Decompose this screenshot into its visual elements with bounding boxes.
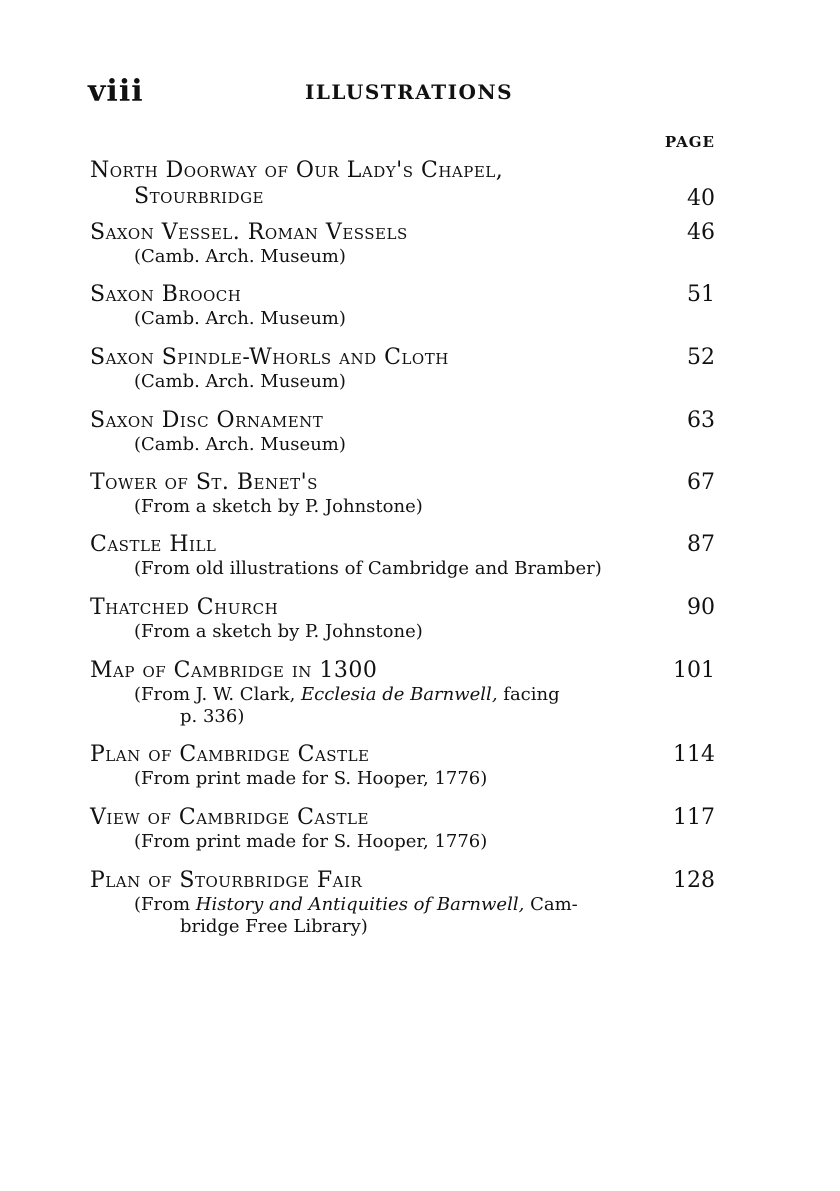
- list-item: [90, 158, 715, 220]
- entry-source: [90, 894, 634, 938]
- entry-page: 46: [687, 220, 715, 245]
- entry-page: 117: [673, 805, 715, 830]
- entry-page: 90: [687, 595, 715, 620]
- entry-source: (From a sketch by P. Johnstone): [134, 496, 423, 517]
- list-item: [90, 282, 715, 345]
- entry-source: (From print made for S. Hooper, 1776): [134, 768, 488, 789]
- entry-title: Castle Hill: [90, 532, 217, 557]
- entry-page: 128: [673, 868, 715, 893]
- list-item: [90, 220, 715, 282]
- entry-source-text: Cam-: [530, 894, 578, 915]
- list-item: [90, 742, 715, 805]
- page-number: viii: [88, 74, 144, 109]
- entry-source: (From a sketch by P. Johnstone): [134, 621, 423, 642]
- entry-source: [90, 684, 634, 728]
- running-head: ILLUSTRATIONS: [305, 80, 514, 104]
- entry-source: (From print made for S. Hooper, 1776): [134, 831, 488, 852]
- list-item: [90, 805, 715, 868]
- page-column-label: PAGE: [664, 133, 715, 151]
- entry-source: (From old illustrations of Cambridge and Bramber): [134, 558, 602, 579]
- entry-title: Saxon Vessel. Roman Vessels: [90, 220, 408, 245]
- entry-source-work-title: History and Antiquities of Barnwell,: [195, 894, 525, 915]
- entry-source: (Camb. Arch. Museum): [134, 371, 346, 392]
- entry-title: View of Cambridge Castle: [90, 805, 369, 830]
- list-item: [90, 408, 715, 470]
- entry-source: (Camb. Arch. Museum): [134, 434, 346, 455]
- entry-title: North Doorway of Our Lady's Chapel,: [90, 158, 504, 183]
- entry-title: Tower of St. Benet's: [90, 470, 318, 495]
- entry-source-text: (From J. W. Clark,: [134, 684, 296, 705]
- list-item: [90, 345, 715, 408]
- illustrations-list: [90, 158, 715, 952]
- entry-page: 63: [687, 408, 715, 433]
- entry-source-text: facing: [503, 684, 560, 705]
- entry-page: 87: [687, 532, 715, 557]
- entry-title: Thatched Church: [90, 595, 279, 620]
- entry-title: Map of Cambridge in 1300: [90, 658, 378, 683]
- list-item: [90, 470, 715, 532]
- entry-title-continuation: Stourbridge: [134, 184, 265, 209]
- entry-title: Saxon Brooch: [90, 282, 242, 307]
- entry-source: (Camb. Arch. Museum): [134, 246, 346, 267]
- entry-page: 114: [673, 742, 715, 767]
- list-item: [90, 658, 715, 742]
- entry-page: 67: [687, 470, 715, 495]
- entry-source-work-title: Ecclesia de Barnwell,: [301, 684, 498, 705]
- entry-page: 40: [687, 186, 715, 211]
- list-item: [90, 595, 715, 658]
- entry-source-continuation: bridge Free Library): [180, 916, 368, 937]
- list-item: [90, 868, 715, 952]
- entry-title: Saxon Spindle-Whorls and Cloth: [90, 345, 449, 370]
- entry-title: Plan of Cambridge Castle: [90, 742, 370, 767]
- entry-source-continuation: p. 336): [180, 706, 245, 727]
- entry-page: 101: [673, 658, 715, 683]
- entry-source: (Camb. Arch. Museum): [134, 308, 346, 329]
- list-item: [90, 532, 715, 595]
- entry-title: Plan of Stourbridge Fair: [90, 868, 363, 893]
- entry-page: 52: [687, 345, 715, 370]
- entry-source-text: (From: [134, 894, 191, 915]
- entry-page: 51: [687, 282, 715, 307]
- entry-title: Saxon Disc Ornament: [90, 408, 324, 433]
